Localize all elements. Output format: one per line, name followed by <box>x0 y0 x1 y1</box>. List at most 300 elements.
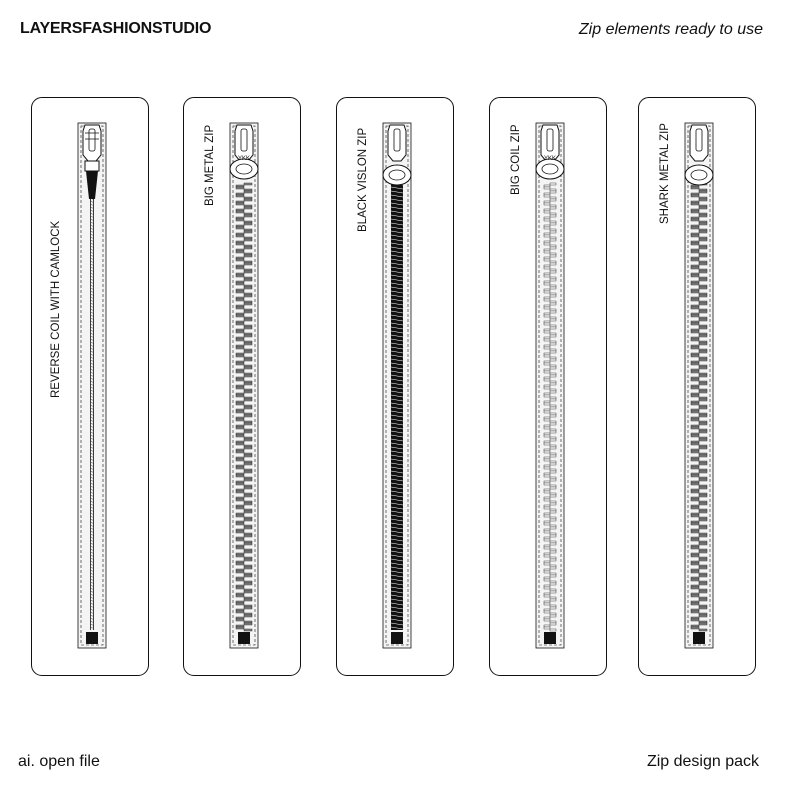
tooth-right <box>699 583 707 585</box>
tooth-left <box>691 435 699 437</box>
tooth-left <box>236 201 244 203</box>
tooth-right <box>244 541 252 543</box>
tooth-left <box>544 467 550 469</box>
tooth-right <box>244 623 252 625</box>
tooth-right <box>244 621 252 623</box>
tooth-left <box>544 579 550 581</box>
tooth-right <box>699 581 707 583</box>
tooth-left <box>544 499 550 501</box>
tooth-right <box>244 591 252 593</box>
tooth-right <box>550 575 556 577</box>
tooth-right <box>550 381 556 383</box>
tooth-left <box>236 243 244 245</box>
tooth-left <box>236 491 244 493</box>
tooth-left <box>236 521 244 523</box>
tooth-right <box>550 557 556 559</box>
tooth-right <box>699 605 707 607</box>
tooth-left <box>236 601 244 603</box>
tooth-left <box>691 449 699 451</box>
tooth-right <box>244 485 252 487</box>
tooth-left <box>544 435 550 437</box>
tooth-left <box>691 403 699 405</box>
tooth-left <box>691 289 699 291</box>
tooth-right <box>550 205 556 207</box>
tooth-left <box>236 305 244 307</box>
tooth-left <box>691 387 699 389</box>
zip-illustration-shark-metal <box>639 98 757 677</box>
bottom-stop <box>544 632 556 644</box>
tooth-right <box>699 517 707 519</box>
tooth-left <box>544 433 550 435</box>
tooth-right <box>244 183 252 185</box>
tooth-right <box>550 405 556 407</box>
tooth-left <box>691 619 699 621</box>
tooth-left <box>236 369 244 371</box>
tooth-right <box>699 287 707 289</box>
tooth-left <box>691 379 699 381</box>
tooth-right <box>699 269 707 271</box>
tooth-left <box>544 531 550 533</box>
tooth-right <box>550 223 556 225</box>
tooth-right <box>699 415 707 417</box>
tooth-right <box>244 229 252 231</box>
tooth-right <box>244 557 252 559</box>
tooth-right <box>244 309 252 311</box>
tooth-right <box>699 333 707 335</box>
tooth-right <box>244 389 252 391</box>
tooth-left <box>691 555 699 557</box>
tooth-right <box>550 437 556 439</box>
tooth-right <box>550 311 556 313</box>
tooth-left <box>236 459 244 461</box>
tooth-left <box>691 305 699 307</box>
tooth-left <box>236 323 244 325</box>
tooth-left <box>691 315 699 317</box>
tooth-left <box>236 505 244 507</box>
tooth-right <box>550 247 556 249</box>
tooth-left <box>691 563 699 565</box>
tooth-right <box>244 439 252 441</box>
tooth-left <box>544 441 550 443</box>
tooth-right <box>550 207 556 209</box>
tooth-left <box>544 443 550 445</box>
tooth-right <box>699 207 707 209</box>
tooth-right <box>244 303 252 305</box>
tooth-right <box>699 327 707 329</box>
tooth-right <box>244 261 252 263</box>
tooth-left <box>236 611 244 613</box>
tooth-right <box>244 295 252 297</box>
tooth-right <box>699 485 707 487</box>
tooth-right <box>550 231 556 233</box>
zip-illustration-big-coil <box>490 98 608 677</box>
tooth-right <box>244 357 252 359</box>
tooth-left <box>691 483 699 485</box>
tooth-left <box>691 579 699 581</box>
tooth-left <box>236 403 244 405</box>
camlock-neck <box>85 161 99 171</box>
tooth-left <box>544 195 550 197</box>
tooth-right <box>244 607 252 609</box>
tooth-right <box>550 197 556 199</box>
tooth-left <box>236 363 244 365</box>
tooth-left <box>236 219 244 221</box>
tooth-right <box>550 303 556 305</box>
tooth-right <box>244 207 252 209</box>
tooth-left <box>691 203 699 205</box>
tooth-left <box>544 363 550 365</box>
tooth-left <box>544 283 550 285</box>
tooth-left <box>236 515 244 517</box>
tooth-right <box>244 383 252 385</box>
tooth-left <box>236 385 244 387</box>
tooth-right <box>550 613 556 615</box>
tooth-left <box>691 211 699 213</box>
tooth-left <box>691 219 699 221</box>
tooth-right <box>244 437 252 439</box>
tooth-right <box>244 519 252 521</box>
tooth-left <box>236 553 244 555</box>
zip-label: SHARK METAL ZIP <box>659 123 671 224</box>
tooth-left <box>236 569 244 571</box>
tooth-left <box>544 409 550 411</box>
tooth-left <box>691 307 699 309</box>
tooth-left <box>544 185 550 187</box>
tooth-right <box>699 367 707 369</box>
tooth-right <box>550 239 556 241</box>
tooth-right <box>244 511 252 513</box>
tooth-right <box>244 525 252 527</box>
tooth-right <box>550 495 556 497</box>
tooth-right <box>699 487 707 489</box>
tooth-right <box>244 333 252 335</box>
tooth-left <box>544 313 550 315</box>
tooth-left <box>691 347 699 349</box>
tooth-left <box>236 355 244 357</box>
tooth-right <box>244 447 252 449</box>
tooth-left <box>236 393 244 395</box>
tooth-left <box>544 275 550 277</box>
tooth-left <box>691 473 699 475</box>
tooth-left <box>236 625 244 627</box>
tooth-left <box>236 267 244 269</box>
tooth-left <box>544 515 550 517</box>
tooth-right <box>550 213 556 215</box>
tooth-right <box>244 399 252 401</box>
tooth-right <box>550 229 556 231</box>
tooth-right <box>244 575 252 577</box>
zip-teeth <box>391 183 403 630</box>
tooth-left <box>236 275 244 277</box>
tooth-left <box>691 571 699 573</box>
tooth-left <box>691 201 699 203</box>
tooth-right <box>699 557 707 559</box>
tooth-right <box>699 311 707 313</box>
tooth-left <box>544 451 550 453</box>
tooth-right <box>244 453 252 455</box>
tooth-left <box>544 371 550 373</box>
tooth-left <box>691 521 699 523</box>
tooth-left <box>236 193 244 195</box>
tooth-left <box>691 523 699 525</box>
tooth-left <box>236 377 244 379</box>
tooth-right <box>244 213 252 215</box>
tooth-left <box>544 233 550 235</box>
tooth-left <box>691 425 699 427</box>
tooth-right <box>244 597 252 599</box>
tooth-left <box>236 233 244 235</box>
tooth-left <box>236 409 244 411</box>
zip-illustration-reverse-coil <box>32 98 150 677</box>
tooth-right <box>244 285 252 287</box>
tooth-right <box>244 397 252 399</box>
tooth-left <box>691 569 699 571</box>
tooth-left <box>544 331 550 333</box>
tooth-left <box>544 611 550 613</box>
tooth-right <box>244 191 252 193</box>
tooth-right <box>550 455 556 457</box>
tooth-left <box>544 305 550 307</box>
tooth-left <box>236 251 244 253</box>
pull-ring-hole <box>691 170 707 180</box>
tooth-left <box>544 459 550 461</box>
tooth-right <box>699 229 707 231</box>
tooth-left <box>236 299 244 301</box>
tooth-right <box>244 253 252 255</box>
tooth-left <box>236 211 244 213</box>
tooth-right <box>550 421 556 423</box>
tooth-right <box>244 311 252 313</box>
tooth-left <box>236 235 244 237</box>
tooth-right <box>550 285 556 287</box>
tooth-left <box>691 345 699 347</box>
tooth-left <box>236 187 244 189</box>
tooth-right <box>699 223 707 225</box>
tooth-left <box>236 339 244 341</box>
tooth-left <box>544 547 550 549</box>
tooth-right <box>699 541 707 543</box>
bottom-stop <box>238 632 250 644</box>
tooth-left <box>544 299 550 301</box>
tooth-right <box>699 469 707 471</box>
tooth-right <box>550 583 556 585</box>
tooth-right <box>244 469 252 471</box>
tooth-left <box>691 481 699 483</box>
tooth-left <box>544 577 550 579</box>
tooth-left <box>691 401 699 403</box>
tooth-right <box>699 567 707 569</box>
tooth-right <box>550 429 556 431</box>
tooth-left <box>544 491 550 493</box>
tooth-right <box>699 575 707 577</box>
tooth-right <box>244 551 252 553</box>
tooth-left <box>544 465 550 467</box>
tooth-right <box>699 527 707 529</box>
tooth-right <box>699 549 707 551</box>
tooth-right <box>550 199 556 201</box>
tooth-right <box>699 565 707 567</box>
zip-card-black-vislon <box>336 97 454 676</box>
tooth-right <box>244 327 252 329</box>
tooth-right <box>244 573 252 575</box>
tooth-left <box>236 353 244 355</box>
tooth-right <box>550 567 556 569</box>
tooth-right <box>699 325 707 327</box>
tooth-left <box>236 483 244 485</box>
tooth-left <box>691 355 699 357</box>
tooth-left <box>544 203 550 205</box>
tooth-right <box>550 373 556 375</box>
tooth-right <box>699 559 707 561</box>
tooth-left <box>691 507 699 509</box>
tooth-left <box>691 217 699 219</box>
tooth-right <box>699 255 707 257</box>
tooth-left <box>236 577 244 579</box>
tooth-right <box>699 439 707 441</box>
tooth-left <box>544 497 550 499</box>
tooth-left <box>236 331 244 333</box>
zip-label: REVERSE COIL WITH CAMLOCK <box>50 220 62 398</box>
tooth-right <box>244 247 252 249</box>
bottom-stop <box>391 632 403 644</box>
tooth-left <box>691 427 699 429</box>
tooth-right <box>699 271 707 273</box>
tooth-left <box>691 577 699 579</box>
tooth-right <box>699 479 707 481</box>
tooth-right <box>550 493 556 495</box>
tooth-left <box>691 537 699 539</box>
tooth-left <box>236 513 244 515</box>
tooth-left <box>691 545 699 547</box>
tooth-right <box>550 591 556 593</box>
tooth-right <box>244 287 252 289</box>
tooth-right <box>699 215 707 217</box>
tooth-right <box>699 189 707 191</box>
tooth-right <box>244 599 252 601</box>
tooth-left <box>691 267 699 269</box>
tooth-right <box>699 503 707 505</box>
tooth-left <box>544 209 550 211</box>
tooth-right <box>244 567 252 569</box>
tooth-left <box>691 625 699 627</box>
tooth-right <box>699 197 707 199</box>
pull-tab-slot <box>696 129 702 151</box>
tooth-left <box>236 539 244 541</box>
tooth-left <box>691 457 699 459</box>
tooth-right <box>550 309 556 311</box>
tooth-left <box>236 441 244 443</box>
tooth-left <box>544 337 550 339</box>
tooth-left <box>691 371 699 373</box>
tooth-left <box>691 547 699 549</box>
brand-mark: YKK <box>543 156 557 162</box>
tooth-left <box>544 561 550 563</box>
tooth-right <box>244 445 252 447</box>
tooth-left <box>236 619 244 621</box>
tooth-right <box>699 397 707 399</box>
tooth-right <box>244 559 252 561</box>
tooth-right <box>550 615 556 617</box>
tooth-left <box>236 337 244 339</box>
tooth-right <box>699 285 707 287</box>
tooth-left <box>691 281 699 283</box>
tooth-left <box>691 187 699 189</box>
tooth-right <box>550 349 556 351</box>
tooth-left <box>691 393 699 395</box>
tooth-right <box>550 295 556 297</box>
tooth-left <box>544 507 550 509</box>
tooth-right <box>550 215 556 217</box>
tooth-left <box>544 193 550 195</box>
tooth-right <box>550 271 556 273</box>
tooth-left <box>544 243 550 245</box>
tooth-left <box>544 217 550 219</box>
tooth-right <box>699 381 707 383</box>
tooth-left <box>236 609 244 611</box>
tooth-left <box>236 345 244 347</box>
tooth-right <box>699 589 707 591</box>
tooth-right <box>699 357 707 359</box>
tooth-right <box>244 325 252 327</box>
tooth-left <box>691 433 699 435</box>
tooth-left <box>236 481 244 483</box>
zip-card-big-metal <box>183 97 301 676</box>
tooth-right <box>699 277 707 279</box>
tooth-left <box>236 547 244 549</box>
tooth-right <box>699 493 707 495</box>
tooth-right <box>244 391 252 393</box>
tooth-left <box>544 403 550 405</box>
tooth-right <box>550 319 556 321</box>
tooth-right <box>244 455 252 457</box>
tooth-right <box>699 591 707 593</box>
tooth-right <box>244 239 252 241</box>
tooth-right <box>550 263 556 265</box>
tooth-left <box>236 587 244 589</box>
tooth-right <box>244 549 252 551</box>
tooth-left <box>691 515 699 517</box>
tooth-left <box>691 273 699 275</box>
tooth-left <box>544 483 550 485</box>
tooth-right <box>699 597 707 599</box>
tooth-left <box>691 513 699 515</box>
tooth-left <box>544 545 550 547</box>
tooth-left <box>236 241 244 243</box>
tooth-right <box>550 503 556 505</box>
tooth-right <box>550 629 556 631</box>
tooth-left <box>544 585 550 587</box>
tooth-right <box>699 573 707 575</box>
tooth-right <box>244 277 252 279</box>
tooth-right <box>699 199 707 201</box>
tooth-right <box>699 263 707 265</box>
tooth-left <box>236 585 244 587</box>
tooth-left <box>691 531 699 533</box>
tooth-left <box>544 449 550 451</box>
tooth-right <box>244 509 252 511</box>
tooth-left <box>236 273 244 275</box>
tagline: Zip elements ready to use <box>578 21 763 38</box>
tooth-left <box>236 411 244 413</box>
tooth-left <box>691 225 699 227</box>
tooth-left <box>691 609 699 611</box>
tooth-right <box>699 317 707 319</box>
tooth-left <box>544 473 550 475</box>
tooth-left <box>236 297 244 299</box>
tooth-right <box>550 485 556 487</box>
tooth-right <box>699 623 707 625</box>
tooth-right <box>699 341 707 343</box>
